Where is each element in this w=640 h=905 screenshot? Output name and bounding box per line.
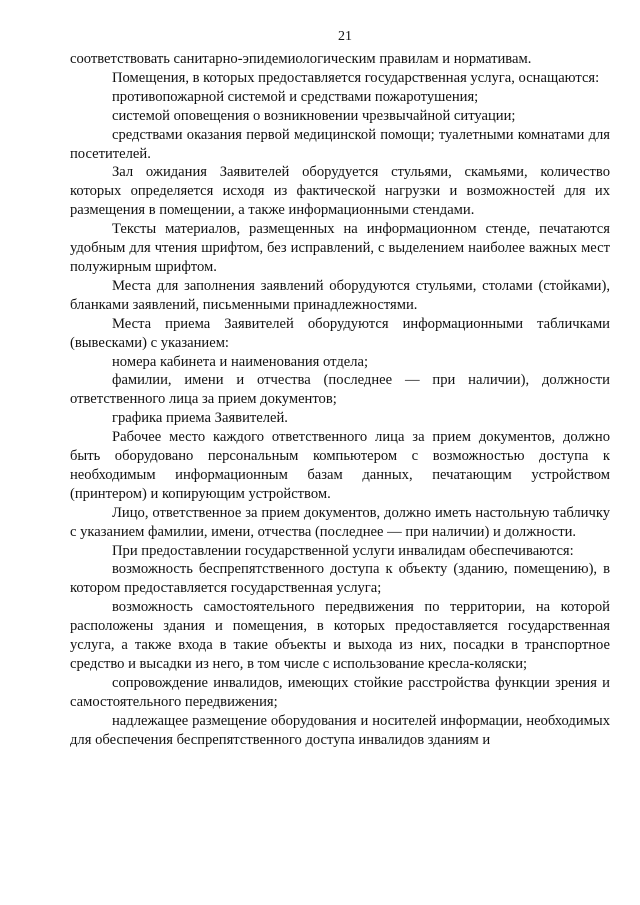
- paragraph: сопровождение инвалидов, имеющих стойкие расстройства функции зрения и самостоятельного передвижения;: [70, 674, 610, 710]
- paragraph: номера кабинета и наименования отдела;: [112, 353, 369, 370]
- paragraph: графика приема Заявителей.: [112, 410, 288, 427]
- paragraph: надлежащее размещение оборудования и носителей информации, необходимых для обеспечения беспрепятственного доступа инвалидов зданиям и: [70, 712, 610, 748]
- paragraph: Тексты материалов, размещенных на информационном стенде, печатаются удобным для чтения шрифтом, без исправлений, с выделением наиболее важных мест полужирным шрифтом.: [70, 221, 610, 275]
- paragraph: Лицо, ответственное за прием документов, должно иметь настольную табличку с указанием фамилии, имени, отчества (последнее — при наличии) и должности.: [70, 504, 610, 540]
- paragraph: При предоставлении государственной услуги инвалидам обеспечиваются:: [112, 542, 574, 559]
- paragraph: Зал ожидания Заявителей оборудуется стульями, скамьями, количество которых определяется исходя из фактической нагрузки и возможностей для их размещения в помещении, а также информационными стендами.: [70, 164, 610, 219]
- paragraph: Места для заполнения заявлений оборудуются стульями, столами (стойками), бланками заявлений, письменными принадлежностями.: [70, 277, 610, 313]
- paragraph: возможность самостоятельного передвижения по территории, на которой расположены здания и помещения, в которых предоставляется государственная услуга, а также входа в такие объекты и выхода из них, посадки в транспортное средство и высадки из него, в том числе с использование кресла-коляски;: [70, 599, 610, 672]
- paragraph: средствами оказания первой медицинской помощи; туалетными комнатами для посетителей.: [70, 126, 610, 162]
- page-number: 21: [338, 29, 352, 44]
- paragraph: фамилии, имени и отчества (последнее — при наличии), должности ответственного лица за прием документов;: [70, 372, 610, 408]
- paragraph: соответствовать санитарно-эпидемиологическим правилам и нормативам.: [70, 51, 532, 67]
- paragraph: Места приема Заявителей оборудуются информационными табличками (вывесками) с указанием:: [70, 315, 610, 351]
- paragraph: противопожарной системой и средствами пожаротушения;: [112, 88, 479, 105]
- paragraph: возможность беспрепятственного доступа к объекту (зданию, помещению), в котором предоставляется государственная услуга;: [70, 561, 610, 597]
- document-body: [70, 50, 610, 750]
- paragraph: Помещения, в которых предоставляется государственная услуга, оснащаются:: [112, 69, 600, 86]
- paragraph: Рабочее место каждого ответственного лица за прием документов, должно быть оборудовано персональным компьютером с возможностью доступа к необходимым информационным базам данных, печатающим устройством (принтером) и копирующим устройством.: [70, 429, 610, 502]
- paragraph: системой оповещения о возникновении чрезвычайной ситуации;: [112, 107, 516, 124]
